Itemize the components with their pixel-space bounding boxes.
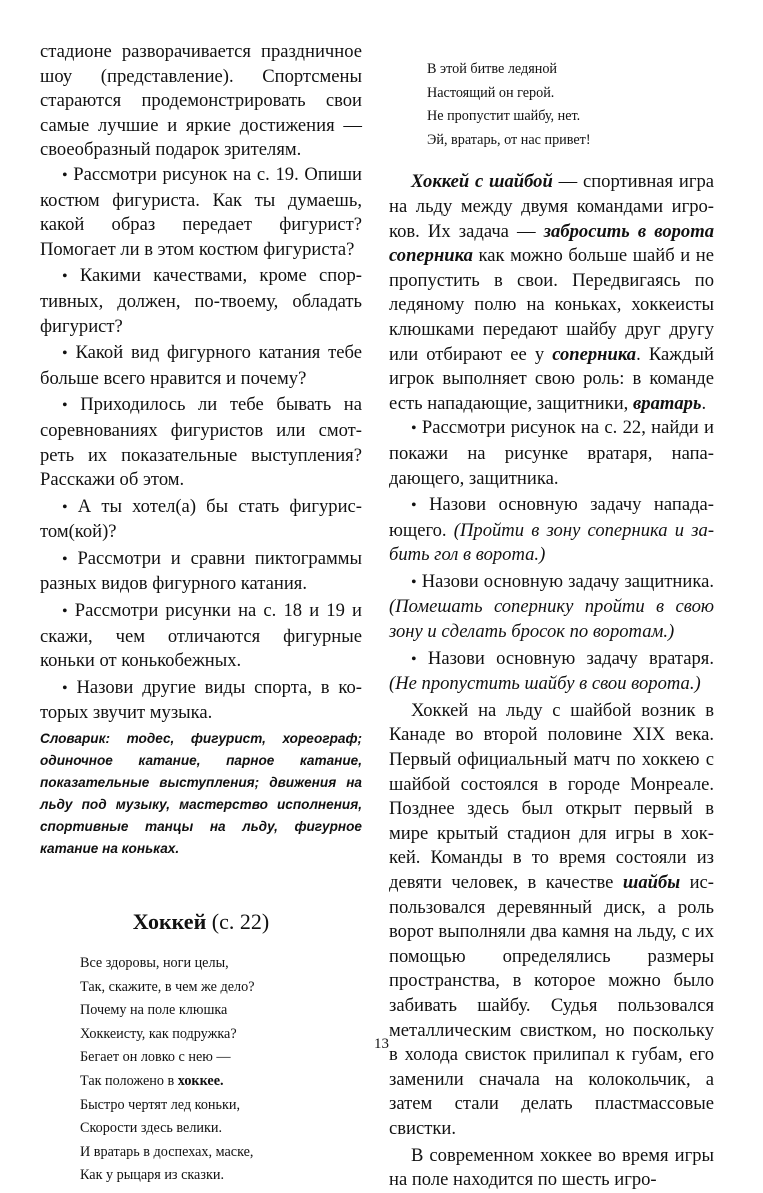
question-costume (40, 163, 362, 262)
poem-line: Эй, вратарь, от нас привет! (427, 131, 591, 148)
answer-text: (Не пропустить шайбу в свои ворота.) (389, 673, 701, 695)
question-qualities (40, 264, 362, 339)
definition-text: — спортивная игра на льду между двумя командами игроков. Их задача — (389, 171, 714, 242)
bullet: • (411, 573, 417, 591)
question-text: Назови основную задачу вратаря. (427, 647, 714, 669)
bullet: • (62, 345, 68, 363)
term-goalkeeper: вратарь (632, 392, 702, 414)
history-text: Хоккей на льду с шайбой возник в Канаде во второй половине XIX века. Первый официальный матч по хоккею с шайбой состоялся в городе Монреале. Позднее здесь был открыт первый в мире крытый стадион для игры в хоккей. Команды в то время состояли из девяти человек, в качестве (389, 699, 714, 893)
question-text: Какими качествами, кроме спортивных, должен, по-твоему, обладать фигурист? (40, 265, 362, 337)
definition-text: как можно больше шайб и не пропустить в свои. Передвигаясь по ледяному полю на коньках, хоккеисты клюшками передают шайбу друг другу или отбирают ее у (389, 245, 714, 365)
page-number: 13 (374, 1036, 389, 1052)
bullet: • (411, 420, 417, 438)
dictionary-text: тодес, фигурист, хореограф; одиночное катание, парное катание, показательные выступления; движения на льду под музыку, мастерство исполнения, спортивные танцы на льду, фигурное катание на коньках. (40, 731, 362, 857)
question-competitions (40, 393, 362, 492)
history-text: использовался деревянный диск, а роль ворот выполняли два камня на льду, с их помощью определялись размеры пространства, в которое можно было забивать шайбу. Судья пользовался металлическим свистком, но поскольку в холода свисток прилипал к губам, его заменили сначала на колокольчик, а затем стали делать пластмассовые свистки. (389, 872, 714, 1139)
definition-text: . (701, 392, 707, 414)
question-text: Рассмотри рисунок на с. 22, найди и покажи на рисунке вратаря, нападающего, защитника. (389, 417, 714, 489)
bullet: • (62, 679, 68, 697)
question-defender (389, 570, 714, 645)
bullet: • (62, 166, 68, 184)
answer-text: (Помешать сопернику пройти в свою зону и сделать бросок по воротам.) (389, 596, 714, 643)
question-text: Назови основную задачу нападающего. (389, 494, 714, 541)
dictionary-label: Словарик: (40, 731, 111, 747)
bullet: • (411, 497, 417, 515)
question-text: Назови основную задачу защитника. (421, 570, 714, 592)
poem-line: И вратарь в доспехах, маске, (80, 1143, 254, 1160)
poem-line: Так, скажите, в чем же дело? (80, 978, 255, 995)
poem-right (427, 58, 714, 152)
answer-text: (Пройти в зону соперника и забить гол в ворота.) (389, 519, 715, 566)
question-find-players (389, 416, 714, 491)
poem-line: Не пропустит шайбу, нет. (427, 108, 581, 125)
bullet: • (62, 498, 68, 516)
modern-paragraph: В современном хоккее во время игры на поле находится по шесть игро- (389, 1144, 714, 1191)
poem-line: Почему на поле клюшка (80, 1002, 228, 1019)
question-text: Назови другие виды спорта, в которых звучит музыка. (40, 676, 362, 724)
poem-line: Быстро чертят лед коньки, (80, 1096, 241, 1113)
dictionary-block (40, 728, 362, 860)
heading-page-ref: (с. 22) (211, 909, 270, 935)
term-puck: шайбы (622, 872, 681, 893)
term-goal: забросить в ворота соперника (389, 220, 714, 267)
bullet: • (62, 397, 68, 415)
history-paragraph (389, 699, 714, 1142)
question-text: Рассмотри рисунки на с. 18 и 19 и скажи, чем отличаются фигурные коньки от конькобежных. (40, 600, 362, 672)
section-heading (40, 908, 362, 936)
right-column (389, 58, 714, 1193)
term-hockey: Хоккей с шайбой (411, 171, 553, 193)
poem-bold-word: хоккее. (177, 1073, 224, 1089)
definition-text: . Каждый игрок выполняет свою роль: в команде есть нападающие, защитники, (389, 343, 714, 414)
term-opponent: соперника (552, 343, 637, 365)
question-pictograms (40, 547, 362, 597)
poem-line: В этой битве ледяной (427, 61, 558, 77)
poem-line: Хоккеисту, как подружка? (80, 1025, 237, 1042)
left-column (40, 40, 362, 1188)
bullet: • (411, 650, 417, 668)
poem-line (80, 1070, 362, 1094)
poem-line: Как у рыцаря из сказки. (80, 1167, 224, 1184)
intro-paragraph: стадионе разворачивается праздничное шоу (представление). Спортсмены стараются продемонстрировать свои самые лучшие и яркие достижения — своеобразный подарок зрителям. (40, 41, 362, 161)
question-forward (389, 493, 714, 568)
bullet: • (62, 268, 68, 286)
bullet: • (62, 603, 68, 621)
poem-line: Все здоровы, ноги целы, (80, 955, 229, 972)
poem-line-text: Так положено в (80, 1073, 178, 1089)
poem-line: Скорости здесь велики. (80, 1120, 223, 1137)
question-text: А ты хотел(а) бы стать фигуристом(кой)? (40, 495, 362, 543)
question-text: Какой вид фигурного катания тебе больше всего нравится и почему? (40, 342, 362, 389)
definition-paragraph (389, 170, 714, 416)
question-goalkeeper (389, 647, 714, 697)
poem-left (80, 952, 362, 1188)
bullet: • (62, 550, 68, 568)
question-favorite (40, 341, 362, 391)
question-become-skater (40, 495, 362, 545)
question-text: Рассмотри и сравни пиктограммы разных видов фигурного катания. (40, 547, 362, 595)
question-music-sports (40, 676, 362, 726)
question-text: Приходилось ли тебе бывать на соревнованиях фигуристов или смотреть их показательные выступления? Расскажи об этом. (40, 394, 362, 491)
heading-title: Хоккей (132, 909, 207, 935)
poem-line: Настоящий он герой. (427, 84, 555, 101)
question-skates (40, 599, 362, 674)
question-text: Рассмотри рисунок на с. 19. Опиши костюм фигуриста. Как ты думаешь, какой образ передает фигурист? Помогает ли в этом костюм фигуриста? (40, 163, 362, 260)
poem-line: Бегает он ловко с нею — (80, 1049, 231, 1066)
